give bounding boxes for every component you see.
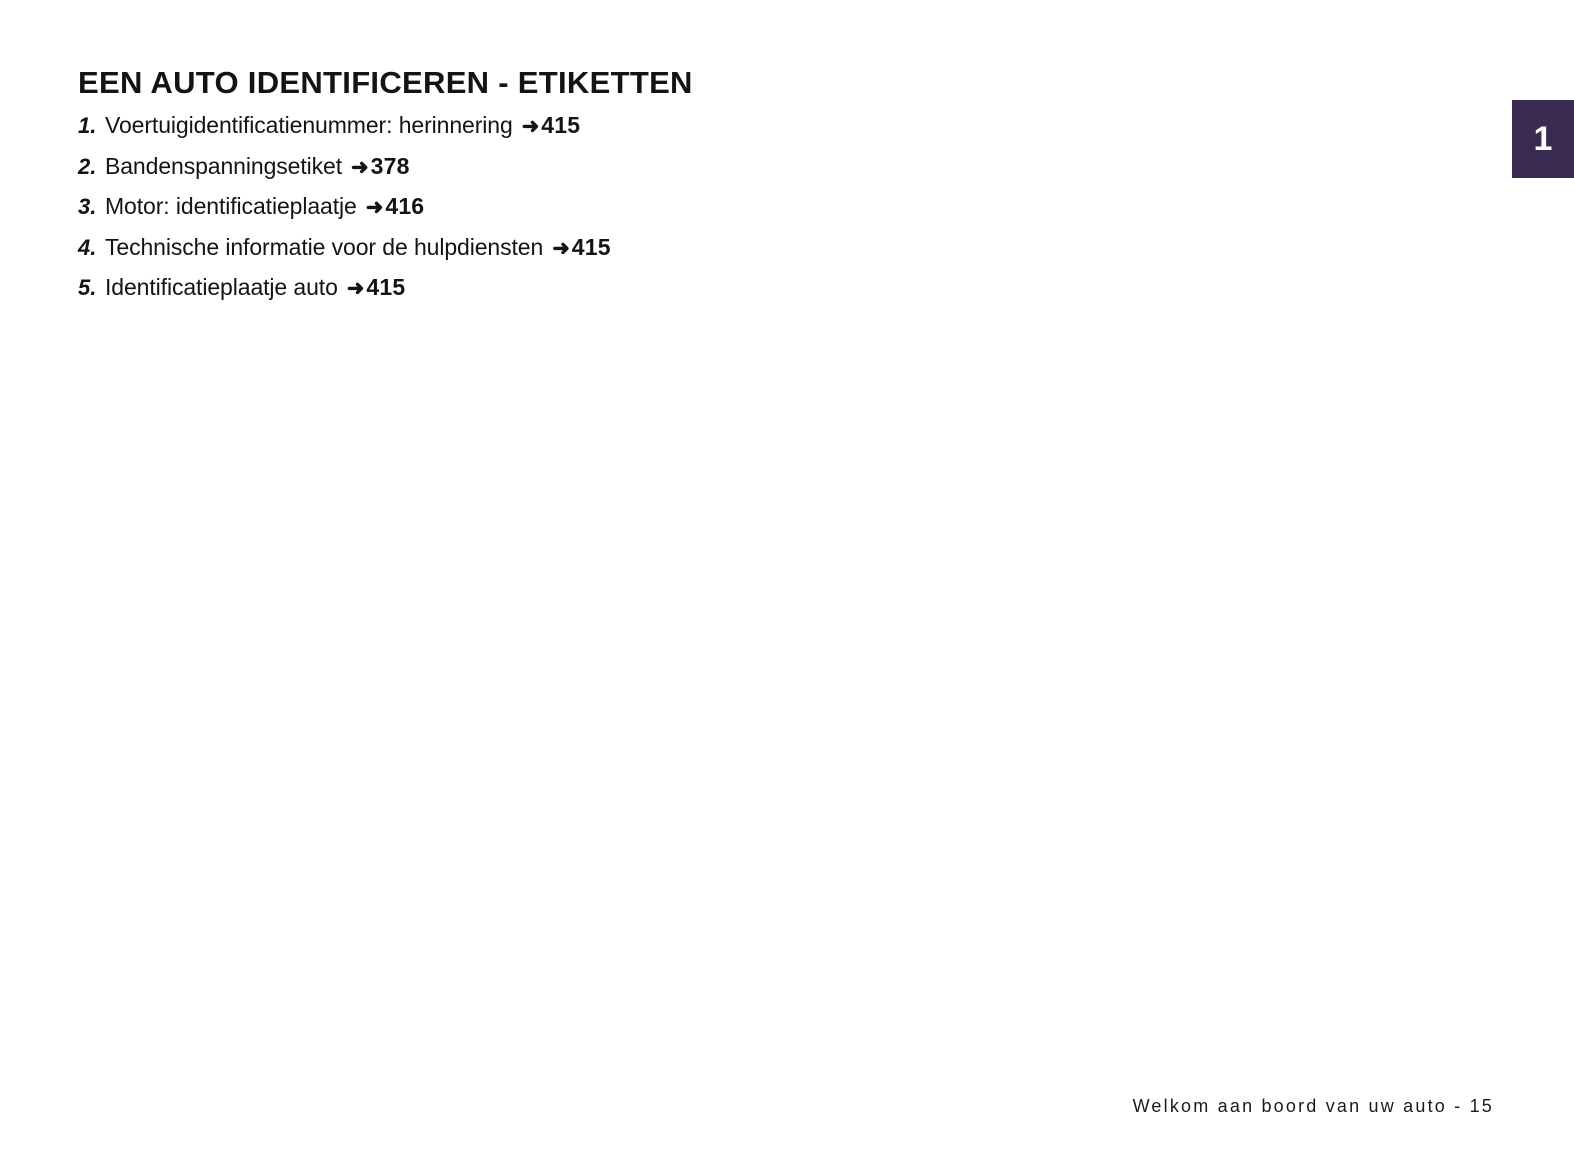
list-item-page-ref: 416 xyxy=(385,193,425,219)
list-item-number: 5. xyxy=(78,275,97,300)
list-item-number: 1. xyxy=(78,113,97,138)
page-title: EEN AUTO IDENTIFICEREN - ETIKETTEN xyxy=(78,64,693,100)
list-item xyxy=(78,147,1278,188)
list-item xyxy=(78,228,1278,269)
list-item-number: 3. xyxy=(78,194,97,219)
arrow-icon: ➜ xyxy=(351,155,369,179)
list-item xyxy=(78,106,1278,147)
page-footer: Welkom aan boord van uw auto - 15 xyxy=(1132,1096,1494,1116)
list-item xyxy=(78,268,1278,309)
list-item-page-ref: 415 xyxy=(366,274,406,300)
list-item-label: Motor: identificatieplaatje xyxy=(105,193,357,219)
list-item-page-ref: 415 xyxy=(541,112,581,138)
arrow-icon: ➜ xyxy=(552,236,570,260)
list-item-page-ref: 378 xyxy=(370,152,410,179)
list-item-label: Voertuigidentificatienummer: herinnering xyxy=(105,112,513,138)
list-item-number: 2. xyxy=(78,153,97,179)
list-item-page-ref: 415 xyxy=(571,233,611,260)
list-item-label: Bandenspanningsetiket xyxy=(105,152,343,179)
list-item-number: 4. xyxy=(78,234,97,260)
arrow-icon: ➜ xyxy=(521,115,540,138)
list-item-label: Technische informatie voor de hulpdiensten xyxy=(105,233,544,260)
chapter-number-tab: 1 xyxy=(1512,100,1574,178)
list-item xyxy=(78,187,1278,228)
arrow-icon: ➜ xyxy=(346,277,365,300)
list-item-label: Identificatieplaatje auto xyxy=(105,274,338,300)
reference-list xyxy=(78,106,1278,309)
arrow-icon: ➜ xyxy=(365,196,384,219)
